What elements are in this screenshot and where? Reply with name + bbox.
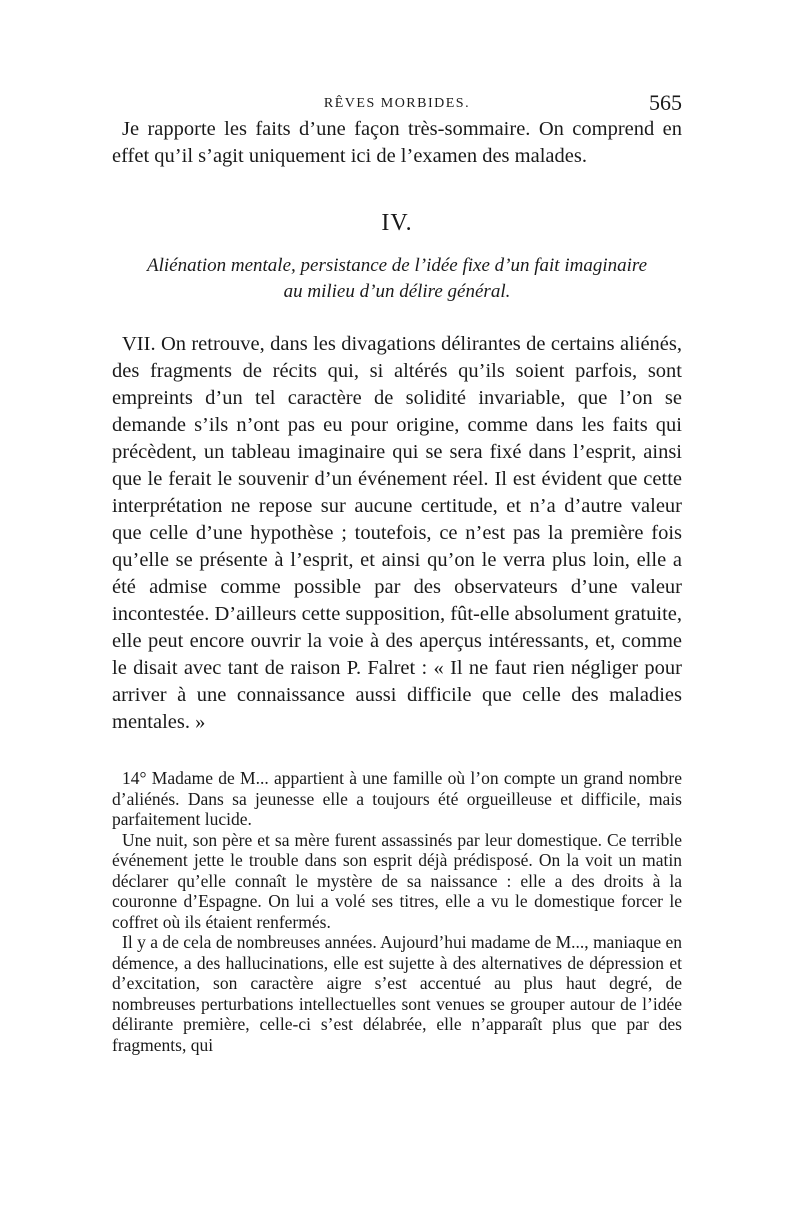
- case-paragraph-2: Une nuit, son père et sa mère furent assassinés par leur domestique. Ce terrible événement jette le trouble dans son esprit déjà prédisposé. On la voit un matin déclarer qu’elle connaît le mystère de sa naissance : elle a des droits à la couronne d’Espagne. On lui a volé ses titres, elle a vu le domestique forcer le coffret où ils étaient renfermés.: [112, 829, 682, 932]
- intro-paragraph: Je rapporte les faits d’une façon très-sommaire. On comprend en effet qu’il s’agit uniquement ici de l’examen des malades.: [112, 118, 682, 167]
- section-number: IV.: [381, 210, 413, 236]
- book-page: [112, 90, 682, 1055]
- running-header: [112, 90, 682, 114]
- running-title: RÊVES MORBIDES.: [323, 96, 471, 111]
- main-paragraph: VII. On retrouve, dans les divagations délirantes de certains aliénés, des fragments de récits qui, si altérés qu’ils soient parfois, sont empreints d’un tel caractère de solidité invariable, que l’on se demande s’ils n’ont pas eu pour origine, comme dans les faits qui précèdent, un tableau imaginaire qui se sera fixé dans l’esprit, ainsi que le ferait le souvenir d’un événement réel. Il est évident que cette interprétation ne repose sur aucune certitude, et n’a d’autre valeur que celle d’une hypothèse ; toutefois, ce n’est pas la première fois qu’elle se présente à l’esprit, et ainsi qu’on le verra plus loin, elle a été admise comme possible par des observateurs d’une valeur incontestée. D’ailleurs cette supposition, fût-elle absolument gratuite, elle peut encore ouvrir la voie à des aperçus intéressants, et, comme le disait avec tant de raison P. Falret : « Il ne faut rien négliger pour arriver à une connaissance aussi difficile que celle des maladies mentales. »: [112, 333, 682, 733]
- section-title-line-2: au milieu d’un délire général.: [283, 281, 511, 302]
- case-paragraph-3: Il y a de cela de nombreuses années. Aujourd’hui madame de M..., maniaque en démence, a des hallucinations, elle est sujette à des alternatives de dépression et d’excitation, son caractère aigre s’est accentué au plus haut degré, de nombreuses perturbations intellectuelles sont venues se grouper autour de l’idée délirante première, celle-ci s’est délabrée, elle n’apparaît plus que par des fragments, qui: [112, 932, 682, 1055]
- case-observation: [112, 768, 682, 1055]
- case-paragraph-1: 14° Madame de M... appartient à une famille où l’on compte un grand nombre d’aliénés. Dans sa jeunesse elle a toujours été orgueilleuse et difficile, mais parfaitement lucide.: [112, 768, 682, 829]
- page-number: 565: [649, 90, 682, 115]
- section-title-line-1: Aliénation mentale, persistance de l’idée fixe d’un fait imaginaire: [146, 255, 648, 276]
- section-title: [112, 253, 682, 305]
